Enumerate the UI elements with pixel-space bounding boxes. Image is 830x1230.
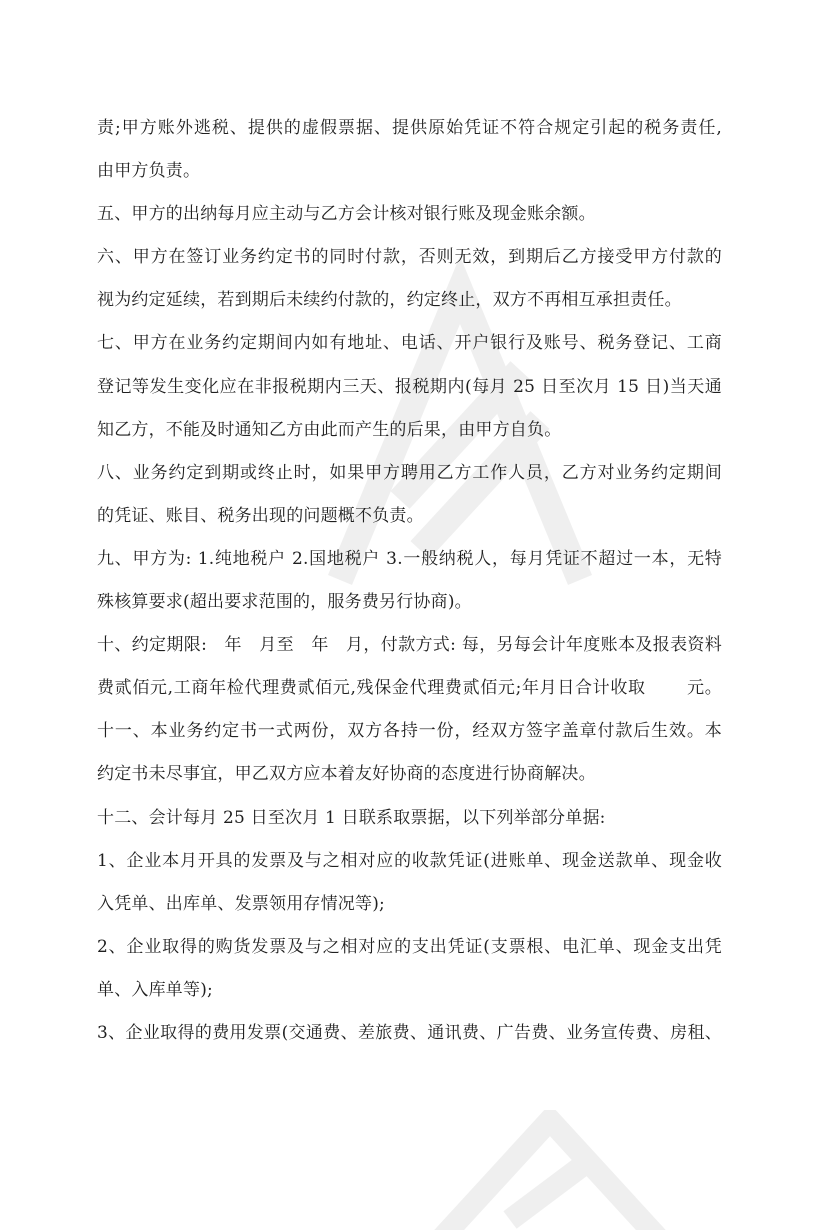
clause-7: 七、甲方在业务约定期间内如有地址、电话、开户银行及账号、税务登记、工商 xyxy=(97,333,722,354)
document-body xyxy=(97,110,722,1058)
clause-12: 十二、会计每月 25 日至次月 1 日联系取票据，以下列举部分单据: xyxy=(97,807,606,828)
text-line: 费贰佰元,工商年检代理费贰佰元,残保金代理费贰佰元;年月日合计收取 元。 xyxy=(97,678,722,699)
list-item-2: 2、企业取得的购货发票及与之相对应的支出凭证(支票根、电汇单、现金支出凭 xyxy=(97,936,722,957)
text-line: 殊核算要求(超出要求范围的，服务费另行协商)。 xyxy=(97,592,472,613)
clause-10: 十、约定期限: 年 月至 年 月，付款方式: 每，另每会计年度账本及报表资料 xyxy=(97,635,722,656)
text-line: 入凭单、出库单、发票领用存情况等); xyxy=(97,893,385,914)
clause-5: 五、甲方的出纳每月应主动与乙方会计核对银行账及现金账余额。 xyxy=(97,204,596,225)
clause-11: 十一、本业务约定书一式两份，双方各持一份，经双方签字盖章付款后生效。本 xyxy=(97,721,722,742)
text-line: 知乙方，不能及时通知乙方由此而产生的后果，由甲方自负。 xyxy=(97,419,562,440)
text-line: 视为约定延续，若到期后未续约付款的，约定终止，双方不再相互承担责任。 xyxy=(97,290,682,311)
clause-9: 九、甲方为: 1.纯地税户 2.国地税户 3.一般纳税人，每月凭证不超过一本，无特 xyxy=(97,548,722,569)
list-item-3: 3、企业取得的费用发票(交通费、差旅费、通讯费、广告费、业务宣传费、房租、 xyxy=(97,1022,722,1043)
clause-6: 六、甲方在签订业务约定书的同时付款，否则无效，到期后乙方接受甲方付款的 xyxy=(97,247,722,268)
text-line: 由甲方负责。 xyxy=(97,161,201,182)
text-line: 责;甲方账外逃税、提供的虚假票据、提供原始凭证不符合规定引起的税务责任, xyxy=(97,118,722,138)
text-line: 约定书未尽事宜，甲乙双方应本着友好协商的态度进行协商解决。 xyxy=(97,764,596,785)
watermark-logo-icon-bottom xyxy=(420,1110,680,1230)
text-line: 单、入库单等); xyxy=(97,979,213,1000)
text-line: 登记等发生变化应在非报税期内三天、报税期内(每月 25 日至次月 15 日)当天通 xyxy=(97,376,722,397)
list-item-1: 1、企业本月开具的发票及与之相对应的收款凭证(进账单、现金送款单、现金收 xyxy=(97,850,722,871)
clause-8: 八、业务约定到期或终止时，如果甲方聘用乙方工作人员，乙方对业务约定期间 xyxy=(97,462,722,483)
text-line: 的凭证、账目、税务出现的问题概不负责。 xyxy=(97,505,424,526)
